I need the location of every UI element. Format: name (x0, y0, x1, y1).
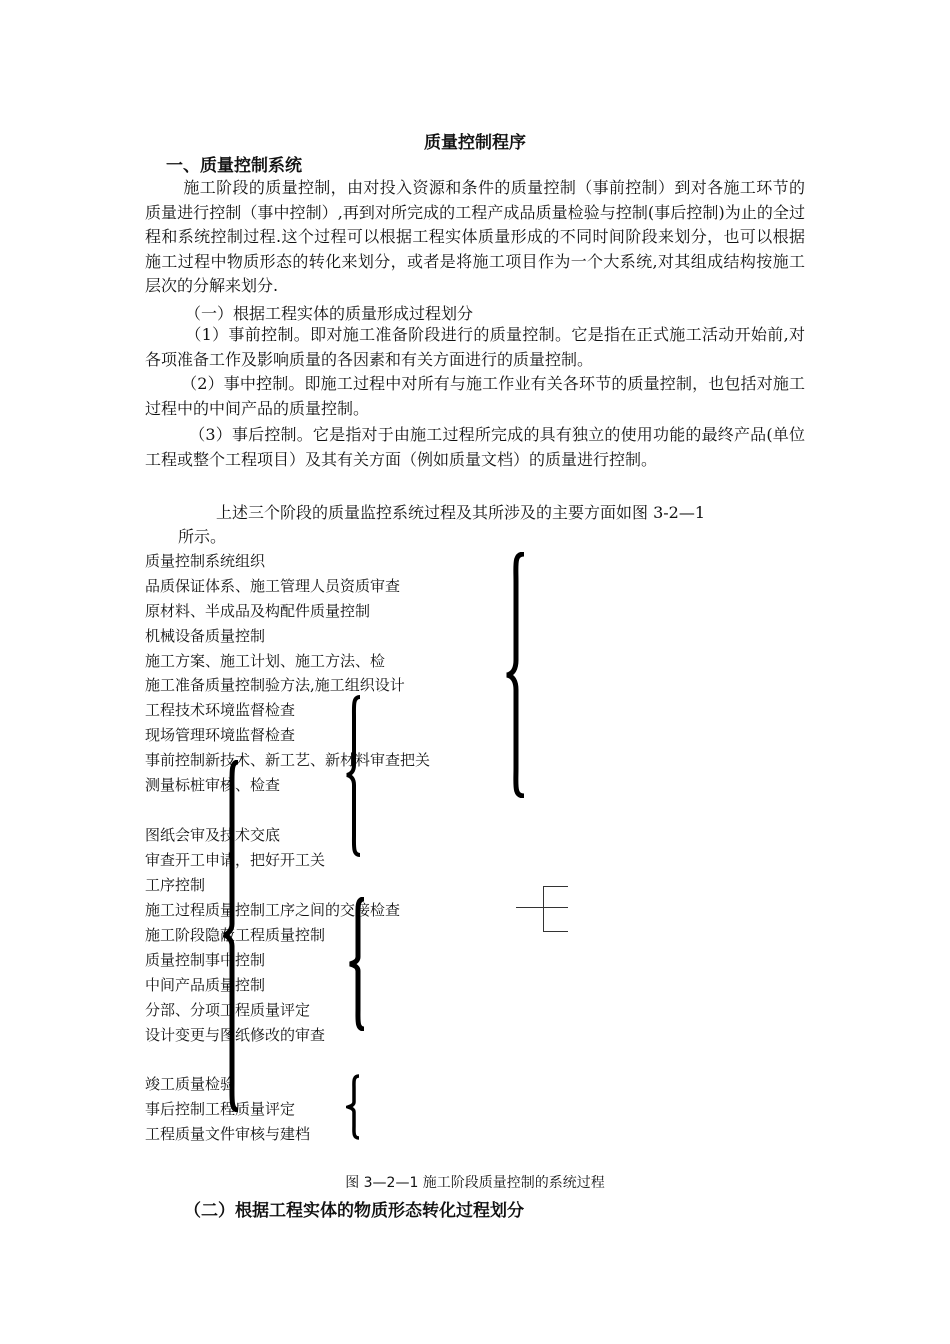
diagram-line: 施工过程质量控制工序之间的交接检查 (145, 901, 401, 919)
item-post-control-text: （3）事后控制。它是指对于由施工过程所完成的具有独立的使用功能的最终产品(单位工程或整个工程项目）及其有关方面（例如质量文档）的质量进行控制。 (145, 425, 805, 469)
diagram-line: 工程质量文件审核与建档 (145, 1125, 311, 1143)
diagram-line: 施工阶段隐蔽工程质量控制 (145, 926, 326, 944)
connector-stem (516, 907, 568, 908)
connector-bracket (543, 886, 568, 932)
diagram-line: 施工方案、施工计划、施工方法、检 (145, 652, 386, 670)
paragraph-intro (145, 176, 805, 299)
brace-post (346, 1074, 362, 1140)
diagram-line: 测量标桩审核、检查 (145, 776, 281, 794)
diagram-line: 原材料、半成品及构配件质量控制 (145, 602, 371, 620)
diagram-line: 审查开工申请，把好开工关 (145, 851, 326, 869)
diagram-line: 图纸会审及技术交底 (145, 826, 281, 844)
figure-intro-line2: 所示。 (178, 527, 227, 546)
section-heading-1: 一、质量控制系统 (166, 156, 302, 176)
section-heading-2: （二）根据工程实体的物质形态转化过程划分 (184, 1201, 524, 1221)
brace-process (348, 897, 368, 1031)
diagram-line: 施工准备质量控制验方法,施工组织设计 (145, 676, 405, 694)
diagram-line: 工程技术环境监督检查 (145, 701, 296, 719)
item-pre-control (145, 323, 805, 372)
item-in-control (145, 372, 805, 421)
item-in-control-text: （2）事中控制。即施工过程中对所有与施工作业有关各环节的质量控制，也包括对施工过程中的中间产品的质量控制。 (145, 374, 805, 418)
subheading-1: （一）根据工程实体的质量形成过程划分 (185, 304, 474, 323)
diagram-line: 设计变更与图纸修改的审查 (145, 1026, 326, 1044)
diagram-line: 机械设备质量控制 (145, 627, 266, 645)
diagram-line: 质量控制事中控制 (145, 951, 266, 969)
brace-system (222, 760, 242, 1112)
paragraph-intro-text: 施工阶段的质量控制，由对投入资源和条件的质量控制（事前控制）到对各施工环节的质量进行控制（事中控制）,再到对所完成的工程产成品质量检验与控制(事后控制)为止的全过程和系统控制过程.这个过程可以根据工程实体质量形成的不同时间阶段来划分，也可以根据施工过程中物质形态的转化来划分，或者是将施工项目作为一个大系统,对其组成结构按施工层次的分解来划分. (145, 178, 805, 295)
diagram-line: 分部、分项工程质量评定 (145, 1001, 311, 1019)
brace-prep-inner (345, 695, 363, 857)
item-pre-control-text: （1）事前控制。即对施工准备阶段进行的质量控制。它是指在正式施工活动开始前,对各项准备工作及影响质量的各因素和有关方面进行的质量控制。 (145, 325, 805, 369)
diagram-line: 工序控制 (145, 876, 206, 894)
item-post-control (145, 423, 805, 472)
diagram-line: 质量控制系统组织 (145, 552, 266, 570)
diagram-line: 现场管理环境监督检查 (145, 726, 296, 744)
diagram-line: 品质保证体系、施工管理人员资质审查 (145, 577, 401, 595)
diagram-line: 竣工质量检验 (145, 1075, 236, 1093)
diagram-line: 事后控制工程质量评定 (145, 1100, 296, 1118)
document-title: 质量控制程序 (424, 133, 526, 153)
diagram-line: 中间产品质量控制 (145, 976, 266, 994)
figure-intro-line1: 上述三个阶段的质量监控系统过程及其所涉及的主要方面如图 3-2—1 (216, 503, 706, 522)
brace-prep (504, 552, 528, 798)
diagram-line: 事前控制新技术、新工艺、新材料审查把关 (145, 751, 431, 769)
figure-caption: 图 3—2—1 施工阶段质量控制的系统过程 (345, 1175, 605, 1191)
